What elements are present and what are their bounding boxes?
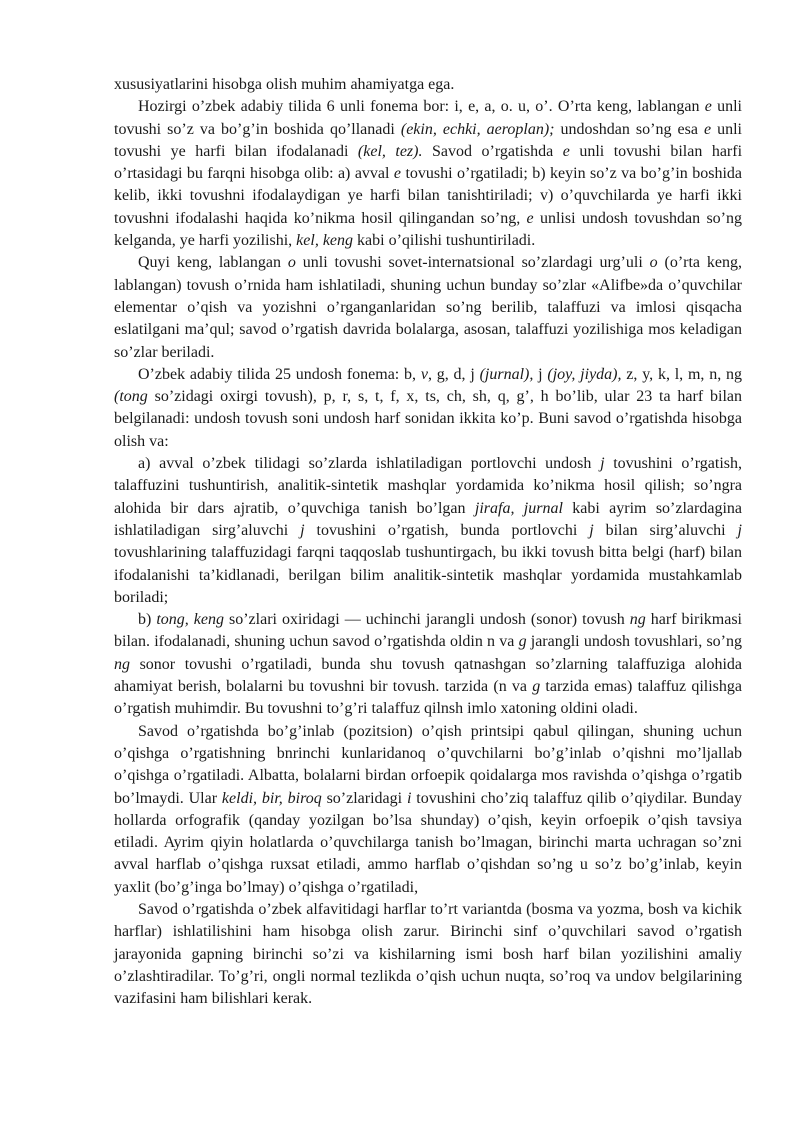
paragraph-7 <box>114 721 742 899</box>
text-run: sonor tovushi o’rgatiladi, bunda shu tovush qatnashgan so’zlarning talaffuziga alohida ahamiyat berish, bolalarni bu tovushni bir tovush. tarzida (n va <box>114 655 742 696</box>
italic-text: v <box>420 365 428 383</box>
text-run: xususiyatlarini hisobga olish muhim ahamiyatga ega. <box>114 76 455 93</box>
italic-text: o <box>287 254 296 272</box>
paragraph-8 <box>114 899 742 1010</box>
italic-text: e <box>562 142 570 160</box>
italic-text: g <box>532 678 541 696</box>
italic-text: e <box>526 209 534 227</box>
text-run: , g, d, j <box>427 365 480 383</box>
paragraph-3 <box>114 252 742 363</box>
paragraph-1 <box>114 74 742 96</box>
text-run: Hozirgi o’zbek adabiy tilida 6 unli fonema bor: i, e, a, o. u, o’. O’rta keng, lablangan <box>138 98 705 116</box>
italic-text: e <box>393 165 402 183</box>
text-run: unli tovushi sovet-internatsional so’zlardagi urg’uli <box>295 254 650 272</box>
text-run: jarangli undosh tovushlari, so’ng <box>526 633 743 651</box>
text-run: unli tovushi bilan harfi o’rtasidagi bu farqni hisobga olib: a) avval <box>114 142 743 183</box>
text-run: z, y, k, l, m, n, ng <box>621 365 743 383</box>
text-run: Savod o’rgatishda bo’g’inlab (pozitsion) o’qish printsipi qabul qilingan, shuning uchun o’qishga o’rgatishning bnrinchi kunlaridanoq o’quvchilarni bo’g’inlab o’qishni mo’ljallab o’qishga o’rgatiladi. Albatta, bolalarni birdan orfoepik qoidalarga mos ravishda o’qishga o’rgatib bo’lmaydi. Ular <box>114 722 742 807</box>
italic-text: e <box>704 98 712 116</box>
text-run: tovushlarining talaffuzidagi farqni taqqoslab tushuntirgach, bu ikki tovush bitta belgi (harf) bilan ifodalanishi ta’kidlanadi, berilgan bilim analitik-sintetik mashqlar yordamida mustahkamlab boriladi; <box>114 544 742 606</box>
paragraph-2 <box>114 96 742 252</box>
italic-text: g <box>518 633 527 651</box>
italic-text: ng <box>629 611 646 629</box>
text-run: Savod o’rgatishda o’zbek alfavitidagi harflar to’rt variantda (bosma va yozma, bosh va kichik harflar) ishlatilishini ham hisobga olish zarur. Birinchi sinf o’quvchilari savod o’rgatish jarayonida gapning birinchi so’zi va kishilarning ismi bosh harf bilan yozilishini amaliy o’zlashtiradilar. To’g’ri, ongli normal tezlikda o’qish uchun nuqta, so’roq va undov belgilarining vazifasini ham bilishlari kerak. <box>114 900 742 1008</box>
italic-text: i <box>406 789 412 807</box>
document-page <box>114 74 742 1010</box>
text-run: Quyi keng, lablangan <box>138 254 288 272</box>
italic-text: (kel, tez). <box>357 142 423 160</box>
text-run: Savod o’rgatishda <box>422 142 563 160</box>
text-run: b) <box>138 611 157 629</box>
text-run: so’zidagi oxirgi tovush), p, r, s, t, f, x, ts, ch, sh, q, g’, h bo’lib, ular 23 ta harf bilan belgilanadi: undosh tovush soni undosh harf sonidan ikkita ko’p. Buni savod o’rgatishda hisobga olish va: <box>114 388 742 450</box>
text-run: tovushi o’rgatiladi; b) keyin so’z va bo’g’in boshida kelib, ikki tovushni ifodalaydigan ye harfi bilan tanishtiriladi; v) o’quvchilarda ye harfi ikki tovushni ifodalashi haqida ko’nikma hosil qilingandan so’ng, <box>114 165 743 227</box>
text-run: unlisi undosh tovushdan so’ng kelganda, ye harfi yozilishi, <box>114 209 743 250</box>
paragraph-5 <box>114 453 742 609</box>
paragraph-4 <box>114 364 742 453</box>
text-run: j <box>533 365 548 383</box>
italic-text: tong, keng <box>156 611 224 629</box>
italic-text: (jurnal), <box>479 365 534 383</box>
text-run: so’zlari oxiridagi — uchinchi jarangli undosh (sonor) tovush <box>223 611 630 629</box>
text-run: kabi o’qilishi tushuntiriladi. <box>353 232 536 250</box>
text-run: kabi ayrim so’zlardagina ishlatiladigan sirg’aluvchi <box>114 499 743 539</box>
text-run: bilan sirg’aluvchi <box>593 521 738 539</box>
text-run: tovushini cho’ziq talaffuz qilib o’qiydilar. Bunday hollarda orfografik (qanday yozilgan bo’lsa shunday) o’qish, keyin orfoepik o’qish tavsiya etiladi. Ayrim qiyin holatlarda o’quvchilarga tanish bo’lmagan, birinchi marta uchragan so’zni avval harflab o’qishga ruxsat etiladi, ammo harflab o’qishdan so’ng u so’z bo’g’inlab, keyin yaxlit (bo’g’inga bo’lmay) o’qishga o’rgatiladi, <box>114 789 742 896</box>
text-run: tovushini o’rgatish, talaffuzini tushuntirish, analitik-sintetik mashqlar yordamida ko’nikma hosil qilish; so’ngra alohida bir dars ajratib, o’quvchiga tanish bo’lgan <box>114 455 743 517</box>
text-run: tovushini o’rgatish, bunda portlovchi <box>304 521 590 539</box>
italic-text: (tong <box>114 388 148 406</box>
text-run: O’zbek adabiy tilida 25 undosh fonema: b, <box>138 365 421 383</box>
italic-text: j <box>737 521 742 539</box>
text-run: unli tovushi ye harfi bilan ifodalanadi <box>114 120 743 160</box>
text-run: (o’rta keng, lablangan) tovush o’rnida ham ishlatiladi, shuning uchun bunday so’zlar «Alifbe»da o’quvchilar elementar o’qish va yozishni o’rganganlaridan so’ng berilib, talaffuzi va imlosi qisqacha eslatilgani ma’qul; savod o’rgatish davrida bolalarga, asosan, talaffuzi yozilishiga mos keladigan so’zlar beriladi. <box>114 254 743 361</box>
text-run: a) avval o’zbek tilidagi so’zlarda ishlatiladigan portlovchi undosh <box>138 455 601 473</box>
text-run: tarzida emas) talaffuz qilishga o’rgatish muhimdir. Bu tovushni to’g’ri talaffuz qilnsh imlo xatoning oldini oladi. <box>114 678 743 718</box>
italic-text: keldi, bir, biroq <box>221 789 322 807</box>
text-run: so’zlaridagi <box>321 789 407 807</box>
text-run: harf birikmasi bilan. ifodalanadi, shuning uchun savod o’rgatishda oldin n va <box>114 611 742 651</box>
italic-text: j <box>300 521 305 539</box>
italic-text: o <box>649 254 658 272</box>
paragraph-6 <box>114 609 742 720</box>
italic-text: (joy, jiyda), <box>547 365 622 383</box>
italic-text: (ekin, echki, aeroplan); <box>400 120 555 138</box>
italic-text: jirafa, jurnal <box>474 499 563 517</box>
italic-text: ng <box>114 655 130 673</box>
italic-text: kel, keng <box>296 232 354 250</box>
text-run: unli tovushi so’z va bo’g’in boshida qo’llanadi <box>114 98 742 138</box>
italic-text: j <box>589 521 594 539</box>
italic-text: j <box>600 455 605 473</box>
text-run: undoshdan so’ng esa <box>554 120 704 138</box>
italic-text: e <box>703 120 712 138</box>
